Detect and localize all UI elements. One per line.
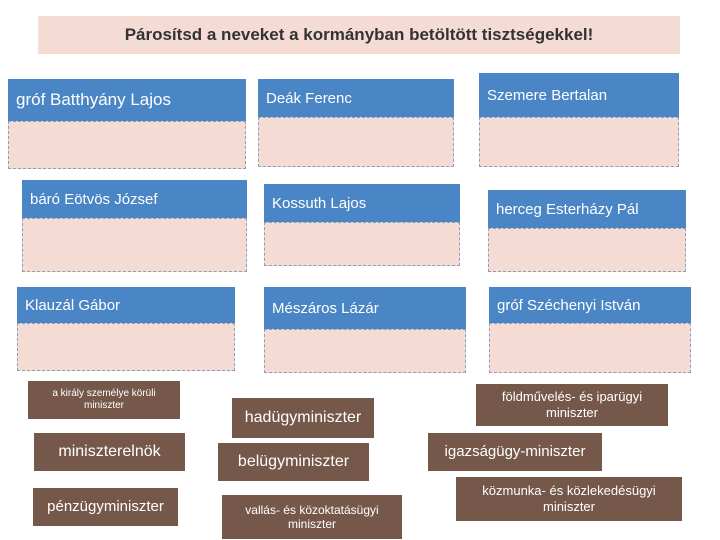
drop-zone[interactable] <box>479 117 679 167</box>
position-tag-kozmunka[interactable]: közmunka- és közlekedésügyi miniszter <box>456 477 682 521</box>
name-card-szechenyi <box>489 287 691 373</box>
name-label[interactable]: gróf Széchenyi István <box>489 287 691 323</box>
name-card-kossuth <box>264 184 460 266</box>
name-card-esterhazy <box>488 190 686 272</box>
name-card-szemere <box>479 73 679 167</box>
name-label[interactable]: Deák Ferenc <box>258 79 454 117</box>
name-label[interactable]: Klauzál Gábor <box>17 287 235 323</box>
position-tag-belugy[interactable]: belügyminiszter <box>218 443 369 481</box>
position-tag-miniszterelnok[interactable]: miniszterelnök <box>34 433 185 471</box>
name-label[interactable]: Szemere Bertalan <box>479 73 679 117</box>
position-tag-hadugy[interactable]: hadügyminiszter <box>232 398 374 438</box>
name-label[interactable]: gróf Batthyány Lajos <box>8 79 246 121</box>
name-label[interactable]: báró Eötvös József <box>22 180 247 218</box>
drop-zone[interactable] <box>17 323 235 371</box>
position-tag-igazsagugy[interactable]: igazságügy-miniszter <box>428 433 602 471</box>
name-label[interactable]: Mészáros Lázár <box>264 287 466 329</box>
instruction-title: Párosítsd a neveket a kormányban betöltött tisztségekkel! <box>38 16 680 54</box>
drop-zone[interactable] <box>489 323 691 373</box>
drop-zone[interactable] <box>258 117 454 167</box>
position-tag-foldmuveles[interactable]: földművelés- és iparügyi miniszter <box>476 384 668 426</box>
drop-zone[interactable] <box>264 329 466 373</box>
drop-zone[interactable] <box>22 218 247 272</box>
drop-zone[interactable] <box>264 222 460 266</box>
name-card-klauzal <box>17 287 235 371</box>
name-card-deak <box>258 79 454 167</box>
position-tag-vallas-kozoktatas[interactable]: vallás- és közoktatásügyi miniszter <box>222 495 402 539</box>
name-label[interactable]: herceg Esterházy Pál <box>488 190 686 228</box>
name-label[interactable]: Kossuth Lajos <box>264 184 460 222</box>
position-tag-penzugy[interactable]: pénzügyminiszter <box>33 488 178 526</box>
drop-zone[interactable] <box>8 121 246 169</box>
name-card-batthyany <box>8 79 246 169</box>
name-card-eotvos <box>22 180 247 272</box>
drop-zone[interactable] <box>488 228 686 272</box>
name-card-meszaros <box>264 287 466 373</box>
position-tag-kiraly-szemelye[interactable]: a király személye körüli miniszter <box>28 381 180 419</box>
